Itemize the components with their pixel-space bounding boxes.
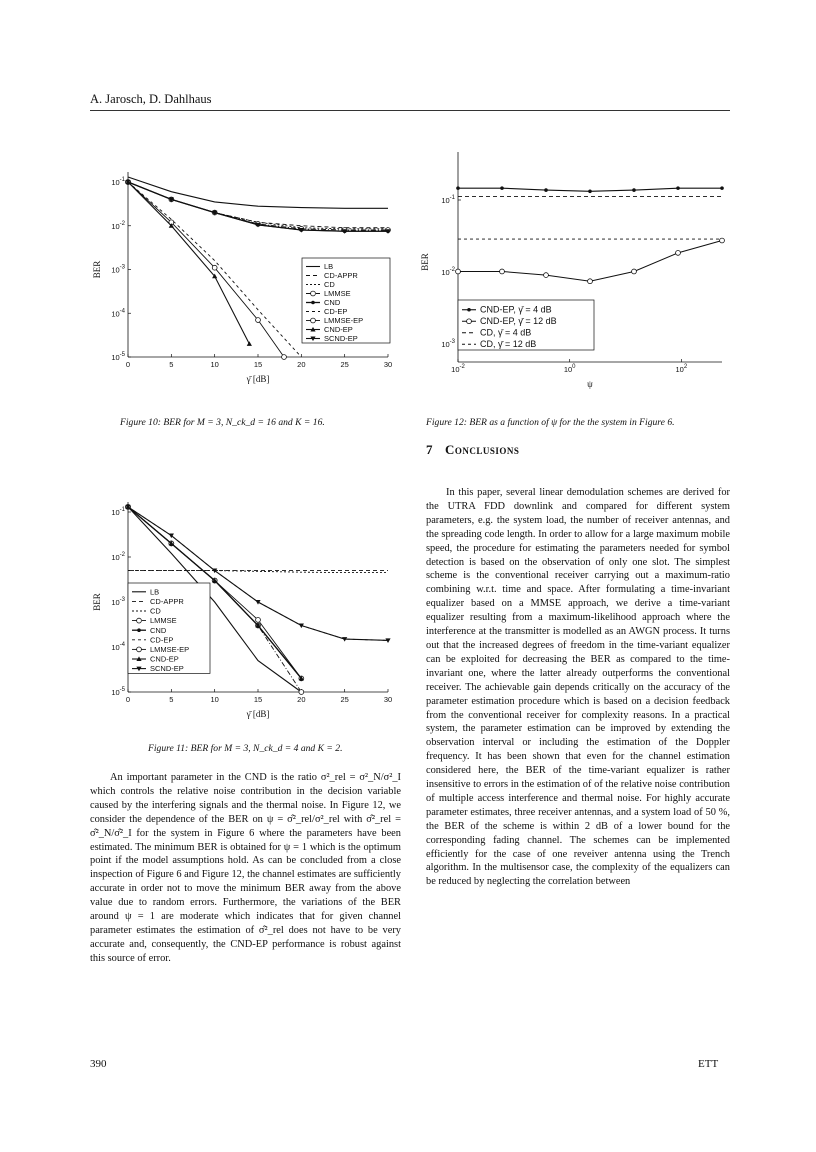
legend-label: CND — [324, 298, 341, 308]
series-line — [128, 182, 284, 357]
journal-name: ETT — [698, 1058, 719, 1070]
conclusions-paragraph: In this paper, several linear demodulation schemes are derived for the UTRA FDD downlink and compared for different system parameters, e.g. the system load, the number of receiver antennas, and the spreading code length. In order to allow for a large maximum mobile speed, the procedure for estimating the parameters needed for symbol detection is based on the observation of only one slot. The simplest scheme is the conventional receiver carrying out a maximum-ratio combining w.r.t. time and space. After formulating a time-invariant equalizer based on a MMSE approach, we derive a time-variant equalizer resulting from a maximum-likelihood approach where the interference at the transmitter is modelled as an AWGN process. It turns out that the increased degrees of freedom in the time-variant equalizer can be exploited for decreasing the BER as compared to the time-invariant one, where the latter already outperforms the conventional receiver. The achievable gain depends critically on the accuracy of the parameter estimation procedure which is based on a decision feedback from the conventional receiver for complexity reasons. In a practical system, the parameter estimation can be improved by extending the observation interval or including the estimation of the Doppler frequency. It has been shown that even for the channel estimation considered here, the BER of the time-variant equalizer is rather insensitive to errors in the estimation of of the relative noise contribution of multiple access interference and thermal noise. For highly accurate parameter estimates, three receiver antennas, and a system load of 50 %, the BER of the scheme is within 2 dB of a lower bound for the corresponding fading channel. The schemes can be implemented efficiently for the case of one reveiver antenna using the Trench algorithm. In the multisensor case, the complexity of the equalizers can be reduced by neglecting the correlation between — [426, 487, 730, 888]
legend-label: CD — [324, 280, 335, 290]
legend-marker — [467, 308, 471, 312]
data-point — [676, 250, 681, 255]
legend-marker — [311, 301, 315, 305]
figure-11 — [90, 485, 400, 730]
legend-label: LMMSE — [150, 616, 177, 626]
legend-label: CD-EP — [324, 307, 348, 317]
y-tick-label: $10^{-2}$ — [441, 267, 455, 277]
header-rule — [90, 110, 730, 111]
x-axis-label: γ̄ [dB] — [246, 709, 270, 719]
legend-label: CND-EP — [324, 325, 353, 335]
legend-label: CD — [150, 606, 161, 616]
legend-marker — [137, 618, 142, 623]
y-tick-label: $10^{-3}$ — [111, 597, 125, 607]
right-column-text — [426, 486, 730, 889]
figure-11-chart — [90, 485, 400, 730]
data-point — [676, 186, 680, 190]
y-tick-label: $10^{-2}$ — [111, 552, 125, 562]
data-point — [588, 190, 592, 194]
x-tick-label: 20 — [297, 360, 306, 369]
x-tick-label: 15 — [253, 360, 263, 369]
x-tick-label: 0 — [125, 695, 131, 704]
y-tick-label: $10^{-2}$ — [111, 220, 125, 231]
data-point — [456, 269, 461, 274]
y-tick-label: $10^{-3}$ — [441, 339, 455, 349]
data-point — [247, 341, 252, 346]
y-tick-label: $10^{-4}$ — [111, 642, 125, 652]
data-point — [544, 273, 549, 278]
data-point — [282, 355, 287, 360]
figure-10 — [90, 150, 400, 395]
x-tick-label: 25 — [340, 360, 349, 369]
y-axis-label: BER — [92, 260, 102, 279]
x-tick-label: 15 — [253, 695, 263, 704]
section-title: Conclusions — [445, 442, 520, 457]
legend-marker — [467, 319, 472, 324]
y-tick-label: $10^{-3}$ — [111, 264, 125, 275]
section-number: 7 — [426, 442, 433, 457]
data-point — [255, 600, 260, 605]
page-number: 390 — [90, 1058, 107, 1070]
data-point — [632, 188, 636, 192]
x-tick-label: $10^{-2}$ — [451, 364, 465, 374]
legend-label: CND-EP — [150, 654, 179, 664]
data-point — [299, 690, 304, 695]
legend-label: CD-EP — [150, 635, 174, 645]
data-point — [500, 186, 504, 190]
x-tick-label: 30 — [383, 695, 393, 704]
legend-label: CND-EP, γ̄ = 4 dB — [480, 304, 552, 315]
legend-marker — [137, 647, 142, 652]
x-axis-label: γ̄ [dB] — [246, 374, 270, 384]
legend-label: LMMSE — [324, 289, 351, 299]
figure-10-caption: Figure 10: BER for M = 3, N_ck_d = 16 and K = 16. — [120, 417, 325, 428]
y-tick-label: $10^{-4}$ — [111, 308, 125, 319]
data-point — [632, 269, 637, 274]
section-heading — [426, 442, 519, 458]
x-tick-label: 25 — [340, 695, 349, 704]
y-tick-label: $10^{-1}$ — [441, 195, 455, 205]
legend-label: CD, γ̄ = 12 dB — [480, 338, 537, 349]
data-point — [720, 186, 724, 190]
running-header: A. Jarosch, D. Dahlhaus — [90, 92, 212, 106]
series-line — [128, 177, 388, 208]
figure-12-chart — [416, 150, 734, 395]
y-tick-label: $10^{-5}$ — [111, 352, 125, 362]
data-point — [212, 265, 217, 270]
series-line — [128, 182, 249, 344]
legend-label: CD-APPR — [150, 597, 184, 606]
x-tick-label: 10 — [210, 695, 219, 704]
x-tick-label: 10 — [210, 360, 219, 369]
x-tick-label: $10^0$ — [563, 364, 576, 374]
figure-11-caption: Figure 11: BER for M = 3, N_ck_d = 4 and K = 2. — [148, 743, 343, 754]
legend-label: LB — [324, 262, 334, 272]
legend-label: LMMSE-EP — [150, 645, 190, 654]
x-tick-label: $10^2$ — [675, 364, 688, 374]
y-tick-label: $10^{-1}$ — [111, 177, 125, 187]
data-point — [500, 269, 505, 274]
x-axis-label: ψ — [587, 379, 593, 389]
data-point — [544, 188, 548, 192]
legend-label: CD, γ̄ = 4 dB — [480, 327, 532, 338]
left-column-text — [90, 771, 401, 966]
legend-label: CND-EP, γ̄ = 12 dB — [480, 315, 557, 326]
legend-label: CD-APPR — [324, 271, 358, 281]
data-point — [256, 318, 261, 323]
data-point — [720, 238, 725, 243]
x-tick-label: 0 — [125, 360, 131, 369]
left-paragraph: An important parameter in the CND is the ratio σ²_rel = σ²_N/σ²_I which controls the relative noise contribution in the decision variable caused by the interfering signals and the thermal noise. In Figure 12, we consider the dependence of the BER on ψ = σ̂²_rel/σ²_rel with σ̂²_rel = σ̂²_N/σ̂²_I for the system in Figure 6 where the parameters have been estimated. The minimum BER is obtained for ψ = 1 which is the optimum point if the model assumptions hold. As can be concluded from a close inspection of Figure 6 and Figure 12, the channel estimates are sufficiently accurate in order not to move the minimum BER away from the above value due to random errors. Furthermore, the variations of the BER around ψ = 1 are moderate which indicates that for given channel parameter estimates the estimation of σ̂²_rel does not have to be very accurate and, consequently, the CND-EP performance is robust against this source of error. — [90, 772, 401, 964]
x-tick-label: 5 — [169, 360, 174, 369]
data-point — [256, 618, 261, 623]
legend-label: LB — [150, 587, 160, 597]
legend-label: SCND-EP — [150, 664, 184, 674]
legend-label: LMMSE-EP — [324, 316, 364, 326]
legend-marker — [311, 318, 316, 323]
figure-12-caption: Figure 12: BER as a function of ψ for the the system in Figure 6. — [426, 417, 675, 428]
x-tick-label: 30 — [383, 360, 393, 369]
y-axis-label: BER — [92, 593, 102, 611]
y-axis-label: BER — [420, 253, 430, 271]
y-tick-label: $10^{-1}$ — [111, 507, 125, 517]
figure-10-chart — [90, 150, 400, 395]
figure-12 — [416, 150, 734, 395]
data-point — [456, 186, 460, 190]
legend-label: SCND-EP — [324, 334, 358, 344]
legend-label: CND — [150, 625, 167, 635]
data-point — [588, 279, 593, 284]
series-line — [458, 240, 722, 281]
legend-marker — [137, 628, 141, 632]
legend-marker — [311, 291, 316, 296]
x-tick-label: 20 — [297, 695, 306, 704]
x-tick-label: 5 — [169, 695, 174, 704]
y-tick-label: $10^{-5}$ — [111, 687, 125, 697]
